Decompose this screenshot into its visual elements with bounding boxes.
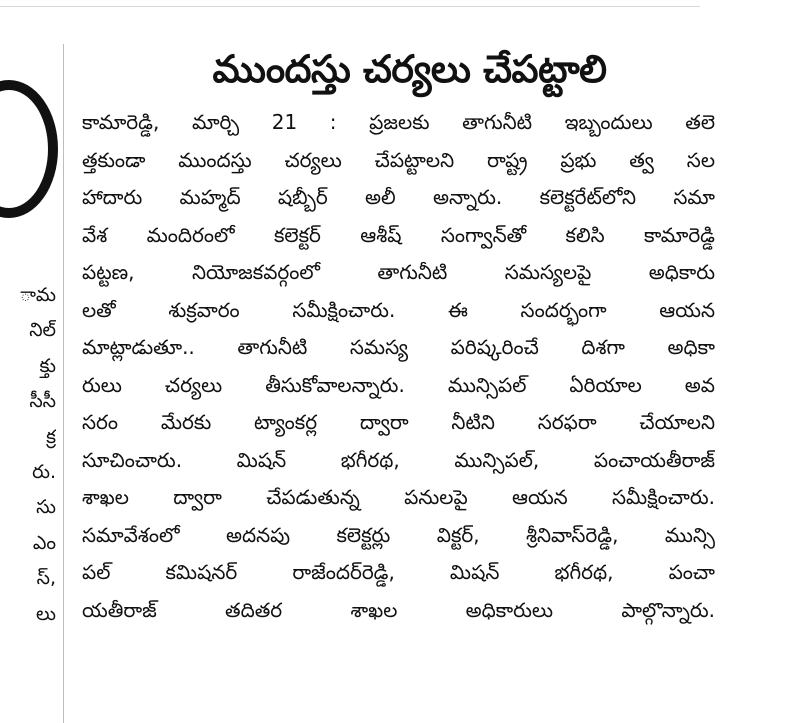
article-line: యతీరాజ్ తదితర శాఖల అధికారులు పాల్గొన్నారు. <box>82 597 715 622</box>
adjacent-headline-glyph <box>0 80 58 218</box>
article-line: పట్టణ, నియోజకవర్గంలో తాగునీటి సమస్యలపై అధికారు <box>82 260 715 284</box>
article-line: త్తకుండా ముందస్తు చర్యలు చేపట్టాలని రాష్ట్ర ప్రభు త్వ సల <box>82 147 715 172</box>
adjacent-article-column <box>0 40 62 723</box>
adjacent-text-line: సీసీ <box>29 390 56 413</box>
article-line: సూచించారు. మిషన్ భగీరథ, మున్సిపల్, పంచాయతీరాజ్ <box>82 447 715 472</box>
article-line: పల్ కమిషనర్ రాజేందర్‌రెడ్డి, మిషన్ భగీరథ, పంచా <box>82 560 715 584</box>
article-body <box>82 104 715 629</box>
adjacent-text-line: స్, <box>36 567 56 590</box>
article-line: హాదారు మహ్మద్ షబ్బీర్ అలీ అన్నారు. కలెక్టరేట్‌లోని సమా <box>82 185 715 209</box>
adjacent-text-line: నిల్ <box>29 319 56 342</box>
article-line: వేశ మందిరంలో కలెక్టర్ ఆశీష్ సంగ్వాన్‌తో కలిసి కామారెడ్డి <box>82 222 715 247</box>
article-line: మాట్లాడుతూ.. తాగునీటి సమస్య పరిష్కరించే దిశగా అధికా <box>82 335 715 359</box>
adjacent-text-line: ామ <box>19 284 56 306</box>
adjacent-article-text <box>0 278 56 632</box>
adjacent-text-line: క్ర <box>46 425 56 448</box>
article-line: సమావేశంలో అదనపు కలెక్టర్లు విక్టర్, శ్రీనివాస్‌రెడ్డి, మున్సి <box>82 522 715 547</box>
article-line: లతో శుక్రవారం సమీక్షించారు. ఈ సందర్భంగా ఆయన <box>82 297 715 322</box>
news-article <box>82 40 715 629</box>
adjacent-text-line: లు <box>35 602 56 625</box>
column-divider <box>63 44 64 723</box>
top-divider <box>0 0 700 7</box>
article-line: శాఖల ద్వారా చేపడుతున్న పనులపై ఆయన సమీక్షించారు. <box>82 485 715 509</box>
adjacent-text-line: క్తు <box>39 354 56 377</box>
article-headline: ముందస్తు చర్యలు చేపట్టాలి <box>212 47 607 91</box>
adjacent-text-line: సు <box>36 496 56 519</box>
adjacent-text-line: ఎం <box>32 531 56 554</box>
article-line: కామారెడ్డి, మార్చి 21 : ప్రజలకు తాగునీటి ఇబ్బందులు తలె <box>82 110 715 134</box>
adjacent-text-line: రు. <box>32 460 56 483</box>
article-line: రులు చర్యలు తీసుకోవాలన్నారు. మున్సిపల్ ఏరియాల అవ <box>82 372 715 397</box>
article-line: సరం మేరకు ట్యాంకర్ల ద్వారా నీటిని సరఫరా చేయాలని <box>82 410 715 434</box>
